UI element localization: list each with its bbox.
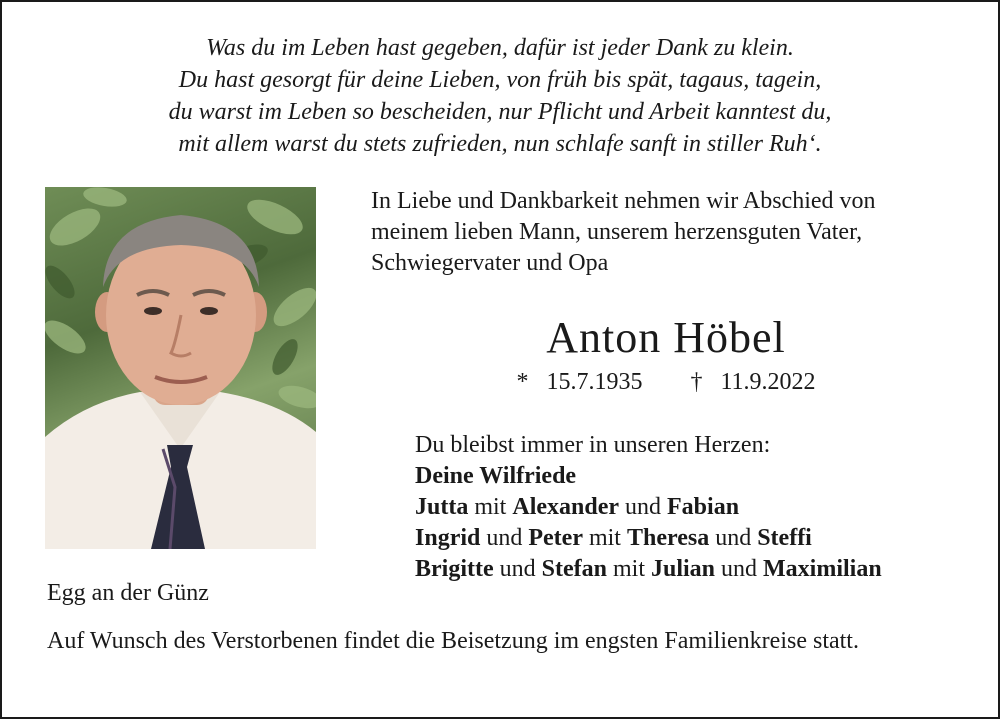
- connector: und: [499, 556, 536, 582]
- poem: [2, 32, 998, 160]
- family-name: Deine Wilfriede: [415, 463, 577, 489]
- family-name: Ingrid: [415, 525, 481, 551]
- birth-date: 15.7.1935: [546, 369, 643, 395]
- family-line: [415, 492, 882, 523]
- birth-symbol: *: [516, 369, 529, 395]
- family-list: [415, 430, 882, 585]
- family-name: Alexander: [512, 494, 620, 520]
- intro-line: meinem lieben Mann, unserem herzensguten Vater,: [371, 219, 863, 245]
- intro-text: [371, 186, 876, 279]
- poem-line: Du hast gesorgt für deine Lieben, von früh bis spät, tagaus, tagein,: [178, 67, 822, 93]
- connector: mit: [474, 494, 507, 520]
- family-name: Peter: [528, 525, 583, 551]
- intro-line: Schwiegervater und Opa: [371, 250, 609, 276]
- life-dates: [371, 366, 961, 398]
- intro-line: In Liebe und Dankbarkeit nehmen wir Abschied von: [371, 188, 876, 214]
- family-name: Steffi: [757, 525, 812, 551]
- family-heading: Du bleibst immer in unseren Herzen:: [415, 432, 771, 458]
- poem-line: du warst im Leben so bescheiden, nur Pflicht und Arbeit kanntest du,: [168, 99, 832, 125]
- family-name: Jutta: [415, 494, 469, 520]
- portrait-photo: [45, 187, 316, 549]
- family-name: Maximilian: [763, 556, 882, 582]
- family-name: Theresa: [626, 525, 710, 551]
- family-name: Fabian: [667, 494, 740, 520]
- connector: und: [715, 525, 752, 551]
- death-symbol: †: [690, 369, 703, 395]
- family-line: [415, 461, 882, 492]
- connector: und: [721, 556, 758, 582]
- funeral-note: Auf Wunsch des Verstorbenen findet die Beisetzung im engsten Familienkreise statt.: [47, 628, 859, 654]
- connector: und: [625, 494, 662, 520]
- connector: und: [486, 525, 523, 551]
- connector: mit: [612, 556, 645, 582]
- death-date: 11.9.2022: [720, 369, 816, 395]
- family-line: [415, 554, 882, 585]
- place-of-residence: Egg an der Günz: [47, 580, 209, 606]
- connector: mit: [588, 525, 621, 551]
- portrait-illustration: [45, 187, 316, 549]
- poem-line: Was du im Leben hast gegeben, dafür ist jeder Dank zu klein.: [206, 35, 794, 61]
- family-line: [415, 523, 882, 554]
- deceased-name: Anton Höbel: [546, 313, 786, 362]
- family-name: Julian: [651, 556, 716, 582]
- family-name: Stefan: [541, 556, 607, 582]
- poem-line: mit allem warst du stets zufrieden, nun schlafe sanft in stiller Ruh‘.: [178, 131, 822, 157]
- family-name: Brigitte: [415, 556, 494, 582]
